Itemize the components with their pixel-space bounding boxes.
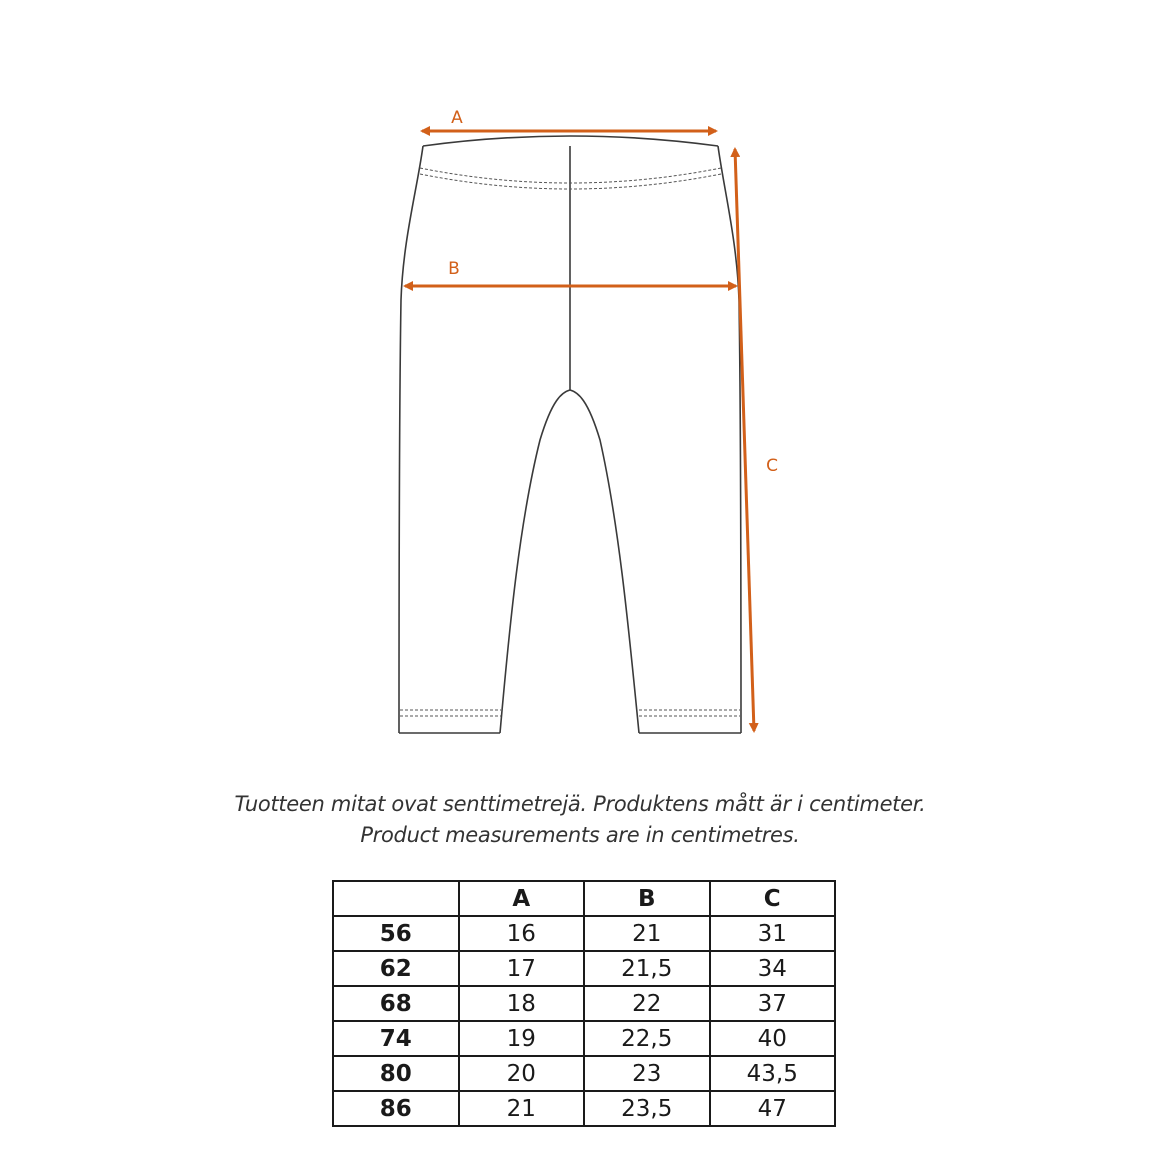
pants-inseam bbox=[500, 390, 639, 733]
dimension-a-label: A bbox=[451, 108, 463, 128]
value-a-cell: 18 bbox=[459, 986, 585, 1021]
size-table bbox=[332, 880, 836, 1127]
value-b-cell: 23,5 bbox=[584, 1091, 710, 1126]
value-a-cell: 17 bbox=[459, 951, 585, 986]
table-row bbox=[333, 1091, 835, 1126]
header-size bbox=[333, 881, 459, 916]
caption-units-fi-sv: Tuotteen mitat ovat senttimetrejä. Produktens mått är i centimeter. bbox=[234, 792, 926, 816]
size-cell: 68 bbox=[333, 986, 459, 1021]
size-cell: 56 bbox=[333, 916, 459, 951]
table-row bbox=[333, 951, 835, 986]
value-b-cell: 22 bbox=[584, 986, 710, 1021]
table-row bbox=[333, 986, 835, 1021]
value-b-cell: 21,5 bbox=[584, 951, 710, 986]
header-b: B bbox=[584, 881, 710, 916]
dimension-c-arrow bbox=[735, 149, 754, 731]
value-a-cell: 20 bbox=[459, 1056, 585, 1091]
table-row bbox=[333, 1056, 835, 1091]
value-c-cell: 40 bbox=[710, 1021, 836, 1056]
value-b-cell: 22,5 bbox=[584, 1021, 710, 1056]
table-row bbox=[333, 916, 835, 951]
dimension-c-label: C bbox=[766, 456, 778, 476]
size-cell: 62 bbox=[333, 951, 459, 986]
header-a: A bbox=[459, 881, 585, 916]
value-b-cell: 23 bbox=[584, 1056, 710, 1091]
size-table-header-row bbox=[333, 881, 835, 916]
header-c: C bbox=[710, 881, 836, 916]
dimension-b-label: B bbox=[448, 259, 460, 279]
pants-waistband-top bbox=[423, 136, 718, 146]
value-b-cell: 21 bbox=[584, 916, 710, 951]
value-c-cell: 34 bbox=[710, 951, 836, 986]
pants-outer-left bbox=[399, 146, 423, 733]
value-a-cell: 16 bbox=[459, 916, 585, 951]
value-c-cell: 47 bbox=[710, 1091, 836, 1126]
pants-outline bbox=[399, 136, 741, 733]
size-cell: 80 bbox=[333, 1056, 459, 1091]
value-a-cell: 21 bbox=[459, 1091, 585, 1126]
table-row bbox=[333, 1021, 835, 1056]
caption-units-en: Product measurements are in centimetres. bbox=[360, 823, 800, 847]
value-c-cell: 37 bbox=[710, 986, 836, 1021]
value-c-cell: 43,5 bbox=[710, 1056, 836, 1091]
value-a-cell: 19 bbox=[459, 1021, 585, 1056]
value-c-cell: 31 bbox=[710, 916, 836, 951]
size-cell: 86 bbox=[333, 1091, 459, 1126]
size-cell: 74 bbox=[333, 1021, 459, 1056]
